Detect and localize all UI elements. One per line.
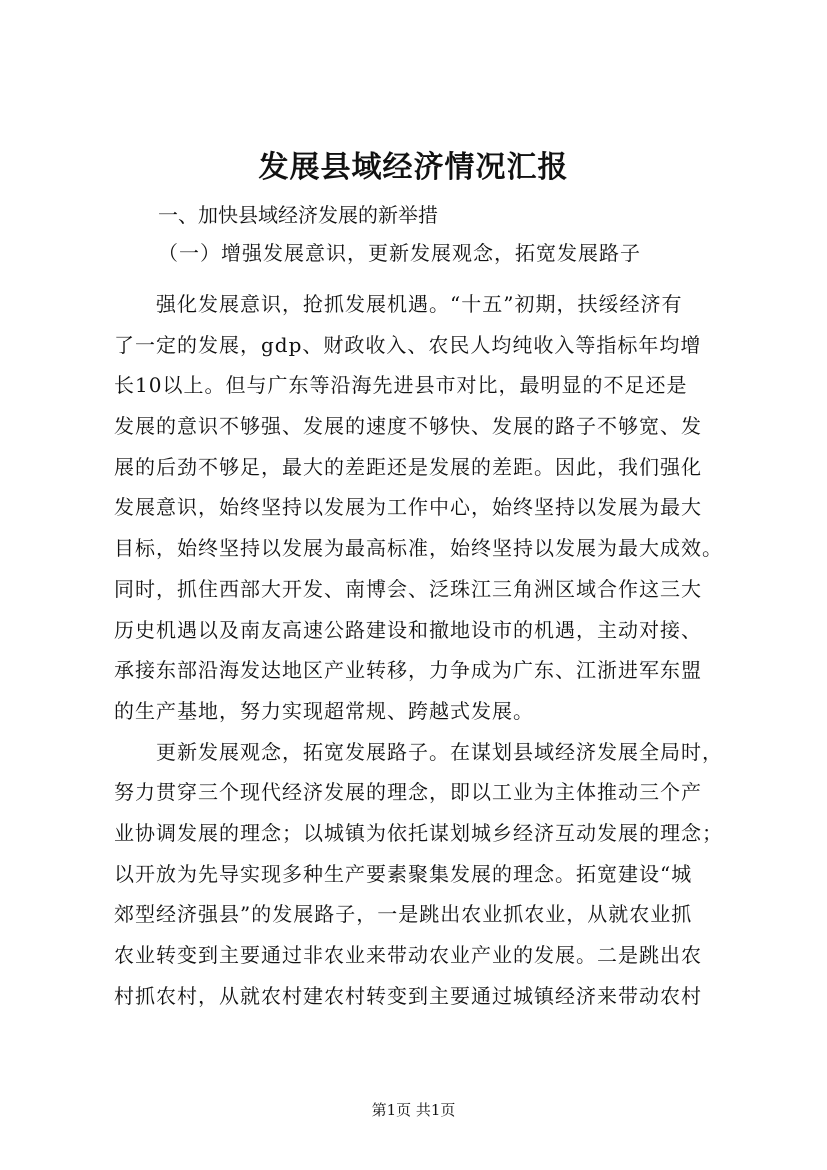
paragraph-line: 了一定的发展，gdp、财政收入、农民人均纯收入等指标年均增: [114, 332, 702, 357]
paragraph-line: 农业转变到主要通过非农业来带动农业产业的发展。二是跳出农: [114, 943, 702, 967]
paragraph-line: 目标，始终坚持以发展为最高标准，始终坚持以发展为最大成效。: [114, 536, 723, 561]
body-text: [114, 284, 734, 1016]
paragraph-line: 长10以上。但与广东等沿海先进县市对比，最明显的不足还是: [114, 373, 688, 398]
subsection-heading: （一）增强发展意识，更新发展观念，拓宽发展路子: [158, 241, 641, 265]
paragraph-line: 业协调发展的理念；以城镇为依托谋划城乡经济互动发展的理念；: [114, 820, 723, 845]
paragraph-line: 郊型经济强县”的发展路子，一是跳出农业抓农业，从就农业抓: [114, 902, 693, 927]
paragraph-line: 以开放为先导实现多种生产要素聚集发展的理念。拓宽建设“城: [114, 861, 693, 886]
paragraph-line: 村抓农村，从就农村建农村转变到主要通过城镇经济来带动农村: [114, 983, 702, 1008]
paragraph-line: 更新发展观念，拓宽发展路子。在谋划县域经济发展全局时，: [156, 739, 723, 764]
section-heading: 一、加快县域经济发展的新举措: [158, 203, 438, 227]
paragraph-line: 的生产基地，努力实现超常规、跨越式发展。: [114, 698, 534, 723]
page-number-footer: 第1页 共1页: [371, 1101, 456, 1119]
paragraph-line: 发展的意识不够强、发展的速度不够快、发展的路子不够宽、发: [114, 414, 702, 439]
paragraph-line: 承接东部沿海发达地区产业转移，力争成为广东、江浙进军东盟: [114, 658, 702, 683]
paragraph-line: 强化发展意识，抢抓发展机遇。“十五”初期，扶绥经济有: [156, 292, 683, 316]
paragraph-line: 同时，抓住西部大开发、南博会、泛珠江三角洲区域合作这三大: [114, 576, 702, 601]
paragraph-line: 努力贯穿三个现代经济发展的理念，即以工业为主体推动三个产: [114, 780, 702, 805]
paragraph-line: 展的后劲不够足，最大的差距还是发展的差距。因此，我们强化: [114, 454, 702, 479]
document-title: 发展县域经济情况汇报: [258, 150, 569, 185]
paragraph-line: 历史机遇以及南友高速公路建设和撤地设市的机遇，主动对接、: [114, 617, 702, 642]
paragraph-line: 发展意识，始终坚持以发展为工作中心，始终坚持以发展为最大: [114, 495, 702, 520]
